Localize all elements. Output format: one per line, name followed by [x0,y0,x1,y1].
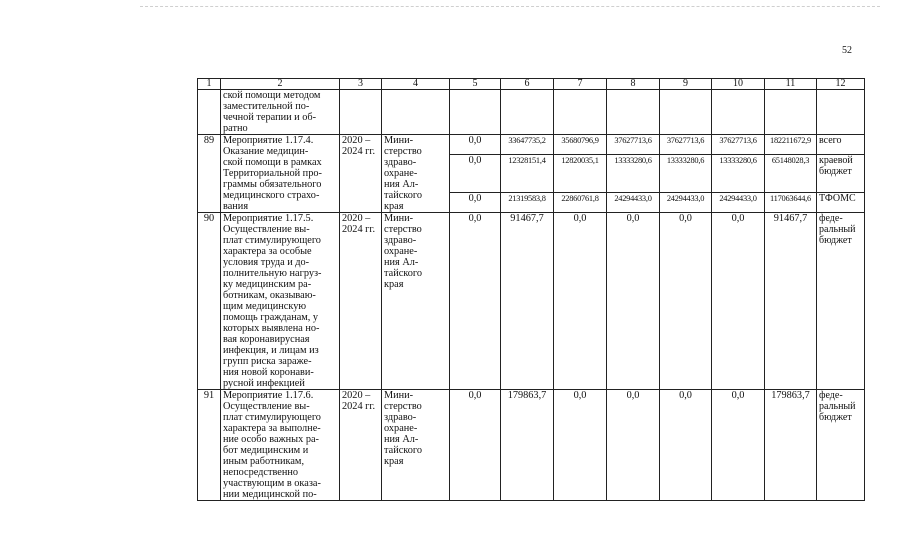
funding-source-cell-line: ральный [819,224,856,235]
activity-name-cell-line: Осуществление вы- [223,401,310,412]
header-cell: 3 [340,79,382,90]
value-cell: 24294433,0 [607,193,660,213]
executor-cell-line: края [384,201,404,212]
funding-source-cell [817,193,865,213]
period-cell [340,135,382,213]
empty-cell [607,90,660,135]
period-cell-line: 2020 – [342,213,371,224]
header-cell: 10 [712,79,765,90]
value-cell: 0,0 [607,390,660,501]
activity-name-cell-line: нии медицинской по- [223,489,317,500]
value-cell: 0,0 [450,390,501,501]
header-cell: 7 [554,79,607,90]
activity-name-cell-line: Мероприятие 1.17.6. [223,390,314,401]
activity-name-cell-line: ния новой коронави- [223,367,314,378]
value-cell: 182211672,9 [765,135,817,155]
activity-name-cell-line: Территориальной про- [223,168,322,179]
table-row [198,135,865,155]
header-cell: 2 [221,79,340,90]
executor-cell-line: охране- [384,423,418,434]
funding-source-cell [817,390,865,501]
value-cell: 179863,7 [501,390,554,501]
funding-source-cell-line: бюджет [819,235,852,246]
empty-cell [712,90,765,135]
activity-name-cell-line: полнительную нагруз- [223,268,322,279]
program-activities-table [197,78,865,501]
executor-cell [382,213,450,390]
executor-cell [382,390,450,501]
activity-name-cell-line: плат стимулирующего [223,412,321,423]
empty-cell [501,90,554,135]
value-cell: 12328151,4 [501,154,554,192]
activity-name-cell-line: непосредственно [223,467,298,478]
value-cell: 0,0 [450,193,501,213]
empty-cell [660,90,712,135]
value-cell: 24294433,0 [660,193,712,213]
value-cell: 0,0 [660,213,712,390]
activity-name-cell-line: ние особо важных ра- [223,434,319,445]
empty-cell [817,90,865,135]
value-cell: 37627713,6 [660,135,712,155]
value-cell: 13333280,6 [660,154,712,192]
period-cell-line: 2024 гг. [342,401,376,412]
activity-name-cell-line: ратно [223,123,248,134]
activity-name-cell [221,90,340,135]
value-cell: 65148028,3 [765,154,817,192]
executor-cell-line: Мини- [384,135,414,146]
header-cell: 8 [607,79,660,90]
value-cell: 0,0 [607,213,660,390]
activity-name-cell-line: чечной терапии и об- [223,112,317,123]
executor-cell-line: Мини- [384,213,414,224]
activity-name-cell-line: ку медицинским ра- [223,279,312,290]
value-cell: 0,0 [660,390,712,501]
header-cell: 12 [817,79,865,90]
value-cell: 35680796,9 [554,135,607,155]
period-cell-line: 2020 – [342,390,371,401]
executor-cell-line: стерство [384,224,422,235]
executor-cell-line: здраво- [384,157,417,168]
executor-cell [382,135,450,213]
empty-cell [765,90,817,135]
value-cell: 22860761,8 [554,193,607,213]
value-cell: 21319583,8 [501,193,554,213]
activity-name-cell-line: характера за выполне- [223,423,321,434]
value-cell: 33647735,2 [501,135,554,155]
funding-source-cell-line: феде- [819,213,843,224]
header-cell: 4 [382,79,450,90]
activity-name-cell-line: заместительной по- [223,101,310,112]
activity-name-cell-line: которых выявлена но- [223,323,320,334]
value-cell: 37627713,6 [712,135,765,155]
activity-name-cell-line: щим медицинскую [223,301,307,312]
funding-source-cell [817,154,865,192]
table-row [198,390,865,501]
header-cell: 11 [765,79,817,90]
activity-name-cell-line: плат стимулирующего [223,235,321,246]
executor-cell-line: стерство [384,401,422,412]
row-number-cell [198,90,221,135]
activity-name-cell-line: Осуществление вы- [223,224,310,235]
value-cell: 0,0 [712,390,765,501]
value-cell: 0,0 [450,154,501,192]
value-cell: 24294433,0 [712,193,765,213]
period-cell-line: 2020 – [342,135,371,146]
activity-name-cell [221,135,340,213]
activity-name-cell-line: бот медицинским и [223,445,309,456]
period-cell [340,390,382,501]
activity-name-cell-line: групп риска зараже- [223,356,312,367]
empty-cell [382,90,450,135]
executor-cell-line: тайского [384,190,423,201]
executor-cell-line: тайского [384,268,423,279]
executor-cell-line: охране- [384,168,418,179]
empty-cell [554,90,607,135]
value-cell: 91467,7 [765,213,817,390]
value-cell: 0,0 [450,213,501,390]
row-number-cell-line: 91 [203,390,215,401]
funding-source-cell-line: феде- [819,390,843,401]
executor-cell-line: ния Ал- [384,434,419,445]
period-cell-line: 2024 гг. [342,224,376,235]
activity-name-cell-line: граммы обязательного [223,179,322,190]
executor-cell-line: охране- [384,246,418,257]
header-cell: 5 [450,79,501,90]
executor-cell-line: Мини- [384,390,414,401]
value-cell: 0,0 [554,390,607,501]
executor-cell-line: тайского [384,445,423,456]
executor-cell-line: ния Ал- [384,179,419,190]
executor-cell-line: стерство [384,146,422,157]
empty-cell [340,90,382,135]
header-cell: 9 [660,79,712,90]
row-number-cell-line: 90 [203,213,215,224]
activity-name-cell-line: инфекция, и лицам из [223,345,319,356]
funding-source-cell [817,135,865,155]
value-cell: 12820035,1 [554,154,607,192]
executor-cell-line: здраво- [384,412,417,423]
value-cell: 0,0 [554,213,607,390]
value-cell: 13333280,6 [607,154,660,192]
value-cell: 13333280,6 [712,154,765,192]
table-row [198,213,865,390]
activity-name-cell-line: вания [223,201,249,212]
row-number-cell [198,390,221,501]
period-cell-line: 2024 гг. [342,146,376,157]
value-cell: 37627713,6 [607,135,660,155]
funding-source-cell-line: краевой [819,154,853,166]
activity-name-cell-line: ской помощи в рамках [223,157,322,168]
executor-cell-line: ния Ал- [384,257,419,268]
header-cell: 1 [198,79,221,90]
activity-name-cell-line: помощь гражданам, у [223,312,319,323]
activity-name-cell [221,213,340,390]
empty-cell [450,90,501,135]
value-cell: 117063644,6 [765,193,817,213]
activity-name-cell-line: русной инфекцией [223,378,305,389]
value-cell: 179863,7 [765,390,817,501]
activity-name-cell-line: Оказание медицин- [223,146,309,157]
funding-source-cell-line: всего [819,135,842,146]
row-number-cell [198,135,221,213]
activity-name-cell-line: условия труда и до- [223,257,310,268]
funding-source-cell-line: ральный [819,401,856,412]
activity-name-cell-line: Мероприятие 1.17.4. [223,135,314,146]
activity-name-cell-line: медицинского страхо- [223,190,320,201]
funding-source-cell-line: бюджет [819,165,852,177]
activity-name-cell [221,390,340,501]
executor-cell-line: края [384,456,404,467]
header-cell: 6 [501,79,554,90]
activity-name-cell-line: вая коронавирусная [223,334,310,345]
funding-source-cell [817,213,865,390]
table-header-row [198,79,865,90]
scan-artifact-line [140,6,880,7]
activity-name-cell-line: ской помощи методом [223,90,321,101]
continuation-row [198,90,865,135]
funding-source-cell-line: ТФОМС [819,193,856,205]
page-number: 52 [842,45,852,56]
activity-name-cell-line: Мероприятие 1.17.5. [223,213,314,224]
value-cell: 0,0 [712,213,765,390]
value-cell: 0,0 [450,135,501,155]
row-number-cell [198,213,221,390]
activity-name-cell-line: иным работникам, [223,456,305,467]
period-cell [340,213,382,390]
executor-cell-line: здраво- [384,235,417,246]
value-cell: 91467,7 [501,213,554,390]
executor-cell-line: края [384,279,404,290]
activity-name-cell-line: ботникам, оказываю- [223,290,316,301]
funding-source-cell-line: бюджет [819,412,852,423]
activity-name-cell-line: участвующим в оказа- [223,478,321,489]
row-number-cell-line: 89 [203,135,215,146]
activity-name-cell-line: характера за особые [223,246,312,257]
